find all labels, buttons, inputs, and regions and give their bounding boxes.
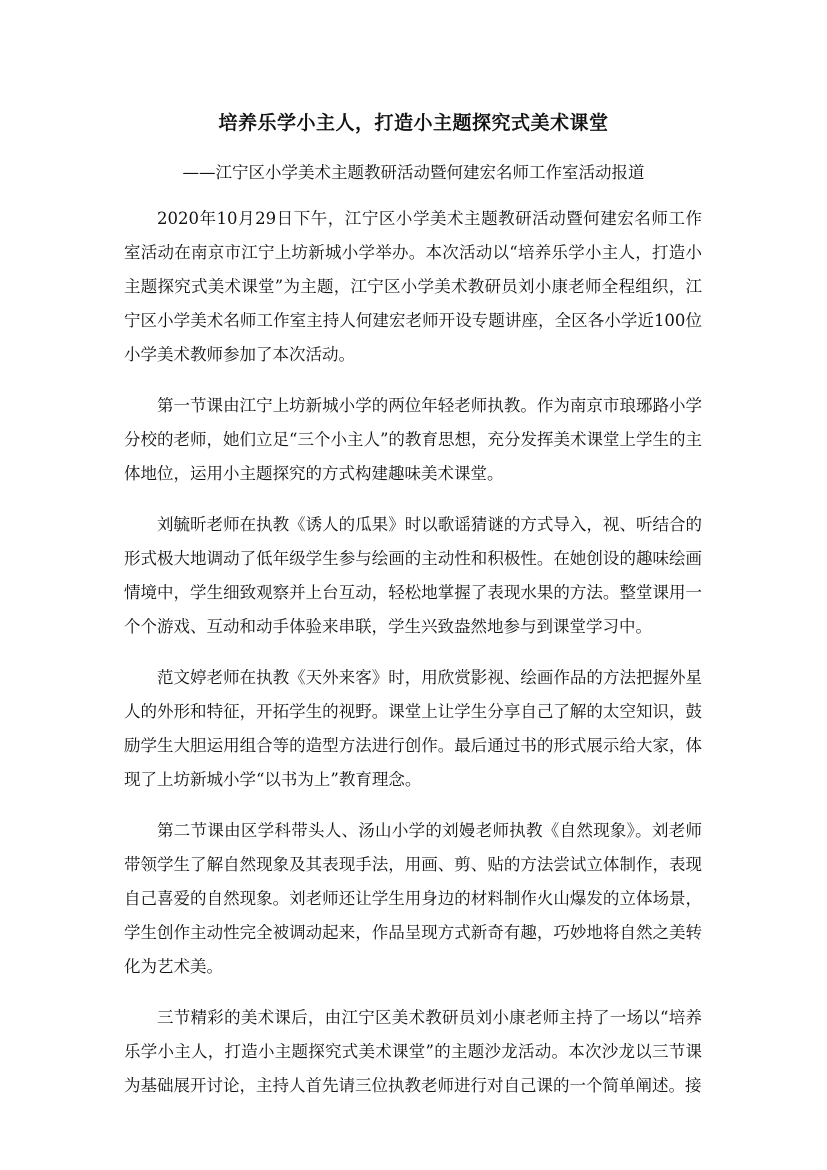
paragraph: 第二节课由区学科带头人、汤山小学的刘嫚老师执教《自然现象》。刘老师带领学生了解自然现象及其表现手法，用画、剪、贴的方法尝试立体制作，表现自己喜爱的自然现象。刘老师还让学生用身边的材料制作火山爆发的立体场景，学生创作主动性完全被调动起来，作品呈现方式新奇有趣，巧妙地将自然之美转化为艺术美。	[124, 821, 702, 976]
document-subtitle: ——江宁区小学美术主题教研活动暨何建宏名师工作室活动报道	[182, 163, 645, 182]
paragraph: 三节精彩的美术课后，由江宁区美术教研员刘小康老师主持了一场以“培养乐学小主人，打造小主题探究式美术课堂”的主题沙龙活动。本次沙龙以三节课为基础展开讨论，主持人首先请三位执教老师进行对自己课的一个简单阐述。接	[124, 1008, 702, 1095]
paragraph: 第一节课由江宁上坊新城小学的两位年轻老师执教。作为南京市琅琊路小学分校的老师，她们立足“三个小主人”的教育思想，充分发挥美术课堂上学生的主体地位，运用小主题探究的方式构建趣味美术课堂。	[124, 396, 702, 483]
document-body	[124, 202, 702, 1120]
paragraph: 范文婷老师在执教《天外来客》时，用欣赏影视、绘画作品的方法把握外星人的外形和特征，开拓学生的视野。课堂上让学生分享自己了解的太空知识，鼓励学生大胆运用组合等的造型方法进行创作。最后通过书的形式展示给大家，体现了上坊新城小学“以书为上”教育理念。	[124, 668, 702, 789]
document-title: 培养乐学小主人，打造小主题探究式美术课堂	[218, 112, 609, 134]
paragraph: 刘毓昕老师在执教《诱人的瓜果》时以歌谣猜谜的方式导入，视、听结合的形式极大地调动了低年级学生参与绘画的主动性和积极性。在她创设的趣味绘画情境中，学生细致观察并上台互动，轻松地掌握了表现水果的方法。整堂课用一个个游戏、互动和动手体验来串联，学生兴致盎然地参与到课堂学习中。	[124, 515, 702, 636]
paragraph: 2020年10月29日下午，江宁区小学美术主题教研活动暨何建宏名师工作室活动在南京市江宁上坊新城小学举办。本次活动以“培养乐学小主人，打造小主题探究式美术课堂”为主题，江宁区小学美术教研员刘小康老师全程组织，江宁区小学美术名师工作室主持人何建宏老师开设专题讲座，全区各小学近100位小学美术教师参加了本次活动。	[124, 209, 702, 364]
